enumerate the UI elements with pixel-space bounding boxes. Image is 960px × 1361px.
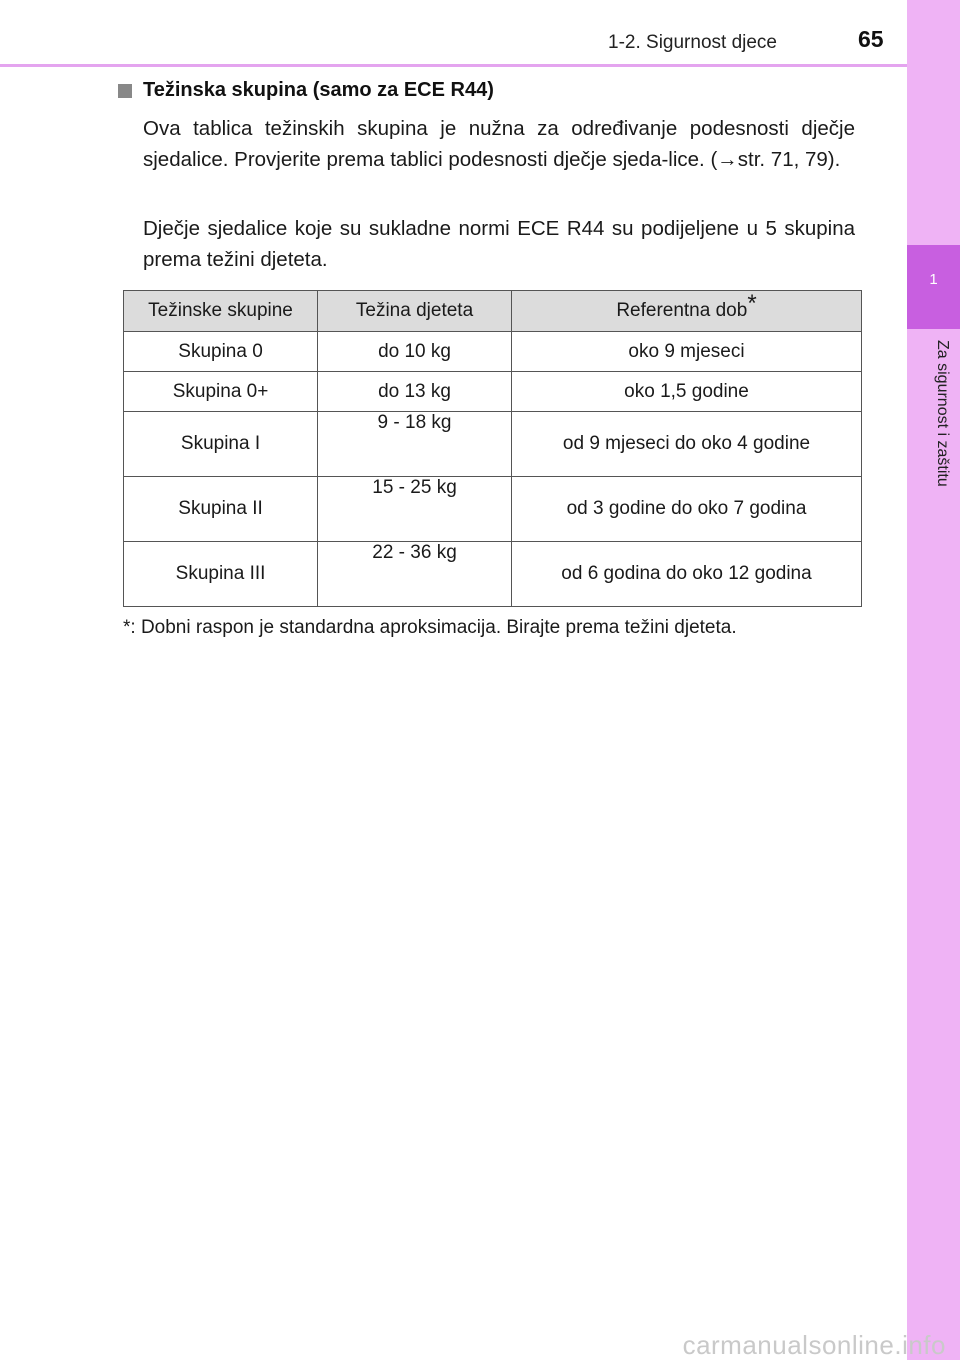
table-header-text: Referentna dob xyxy=(616,300,748,321)
table-cell: od 3 godine do oko 7 godina xyxy=(511,477,861,542)
watermark-text: carmanualsonline.info xyxy=(682,1330,946,1360)
table-cell: Skupina III xyxy=(124,542,318,607)
page-number: 65 xyxy=(858,26,884,52)
footnote-marker: * xyxy=(747,289,757,317)
section-heading xyxy=(118,79,494,102)
table-header-cell: Težinske skupine xyxy=(124,291,318,332)
chapter-number-tab: 1 xyxy=(907,245,960,329)
side-tab-strip xyxy=(907,0,960,1360)
intro-paragraph: Ova tablica težinskih skupina je nužna za određivanje podesnosti dječje sjedalice. Provjerite prema tablici podesnosti dječje sjeda-lice. (→str. 71, 79). xyxy=(143,117,855,171)
table-header-cell xyxy=(511,291,861,332)
table-header-cell: Težina djeteta xyxy=(318,291,512,332)
watermark xyxy=(0,1328,960,1360)
table-row xyxy=(124,542,862,607)
table-cell: do 13 kg xyxy=(318,372,512,412)
chapter-label: Za sigurnost i zaštitu xyxy=(934,340,951,487)
table-row xyxy=(124,372,862,412)
table-header-row xyxy=(124,291,862,332)
table-cell: Skupina I xyxy=(124,412,318,477)
table-footnote: *: Dobni raspon je standardna aproksimacija. Birajte prema težini djeteta. xyxy=(123,617,737,638)
weight-group-table xyxy=(123,290,862,607)
square-bullet-icon xyxy=(118,84,132,98)
table-cell: Skupina II xyxy=(124,477,318,542)
groups-paragraph: Dječje sjedalice koje su sukladne normi ECE R44 su podijeljene u 5 skupina prema težini djeteta. xyxy=(143,217,855,271)
table-cell: oko 9 mjeseci xyxy=(511,332,861,372)
header-title: 1-2. Sigurnost djece xyxy=(608,32,777,53)
table-cell: Skupina 0 xyxy=(124,332,318,372)
section-heading-text: Težinska skupina (samo za ECE R44) xyxy=(143,79,494,101)
table-cell: oko 1,5 godine xyxy=(511,372,861,412)
table-cell: 22 - 36 kg xyxy=(318,542,512,607)
table-cell: 9 - 18 kg xyxy=(318,412,512,477)
table-row xyxy=(124,477,862,542)
table-cell: od 9 mjeseci do oko 4 godine xyxy=(511,412,861,477)
table-row xyxy=(124,412,862,477)
table-row xyxy=(124,332,862,372)
table-cell: do 10 kg xyxy=(318,332,512,372)
table-cell: 15 - 25 kg xyxy=(318,477,512,542)
header-divider xyxy=(0,64,907,67)
table-cell: od 6 godina do oko 12 godina xyxy=(511,542,861,607)
table-cell: Skupina 0+ xyxy=(124,372,318,412)
